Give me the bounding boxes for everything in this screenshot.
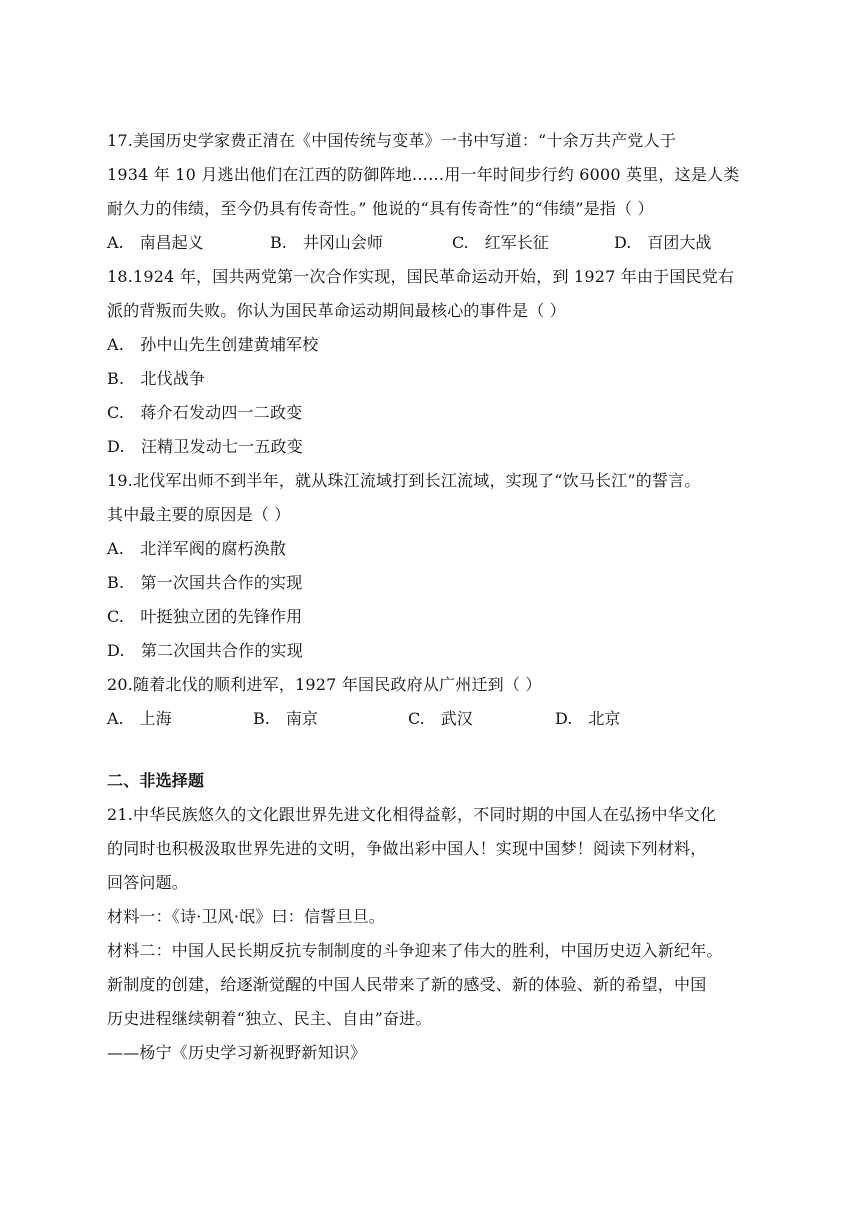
q18-option-d: D. 汪精卫发动七一五政变 [107,437,303,456]
q18-line-2: 派的背叛而失败。你认为国民革命运动期间最核心的事件是（ ） [107,301,566,320]
q19-option-d: D. 第二次国共合作的实现 [107,641,303,660]
q19-line-2: 其中最主要的原因是（ ） [107,505,291,524]
q18-line-1: 18.1924 年，国共两党第一次合作实现，国民革命运动开始，到 1927 年由于国民党右 [107,267,735,286]
q18-option-a: A. 孙中山先生创建黄埔军校 [107,335,319,354]
section-heading: 二、非选择题 [107,771,205,790]
q17-option-b: B. 井冈山会师 [270,233,383,252]
q19-option-a: A. 北洋军阀的腐朽涣散 [107,539,287,558]
q17-option-a: A. 南昌起义 [107,233,204,252]
q20-option-a: A. 上海 [107,709,172,728]
q17-option-c: C. 红军长征 [452,233,549,252]
q17-option-d: D. 百团大战 [614,233,712,252]
q17-line-3: 耐久力的伟绩，至今仍具有传奇性。” 他说的“具有传奇性”的“伟绩”是指（ ） [107,199,654,218]
q18-option-c: C. 蒋介石发动四一二政变 [107,403,303,422]
q19-option-c: C. 叶挺独立团的先锋作用 [107,607,303,626]
q21-line-1: 21.中华民族悠久的文化跟世界先进文化相得益彰，不同时期的中国人在弘扬中华文化 [107,805,717,824]
q20-option-c: C. 武汉 [408,709,473,728]
material-2-source: ——杨宁《历史学习新视野新知识》 [107,1043,367,1062]
q20-option-d: D. 北京 [555,709,621,728]
material-2-line-3: 历史进程继续朝着“独立、民主、自由”奋进。 [107,1009,432,1028]
q17-line-2: 1934 年 10 月逃出他们在江西的防御阵地……用一年时间步行约 6000 英里，这是人类 [107,165,740,184]
material-2-line-2: 新制度的创建，给逐渐觉醒的中国人民带来了新的感受、新的体验、新的希望，中国 [107,975,707,994]
q19-option-b: B. 第一次国共合作的实现 [107,573,303,592]
q21-line-2: 的同时也积极汲取世界先进的文明，争做出彩中国人！实现中国梦！阅读下列材料， [107,839,707,858]
q17-line-1: 17.美国历史学家费正清在《中国传统与变革》一书中写道：“十余万共产党人于 [107,131,677,150]
q21-line-3: 回答问题。 [107,873,189,892]
material-1: 材料一：《诗·卫风·氓》曰：信誓旦旦。 [107,907,385,926]
q20-option-b: B. 南京 [253,709,318,728]
q19-line-1: 19.北伐军出师不到半年，就从珠江流域打到长江流域，实现了“饮马长江”的誓言。 [107,471,701,490]
material-2-line-1: 材料二：中国人民长期反抗专制制度的斗争迎来了伟大的胜利，中国历史迈入新纪年。 [107,941,723,960]
q20-line-1: 20.随着北伐的顺利进军，1927 年国民政府从广州迁到（ ） [107,675,542,694]
q18-option-b: B. 北伐战争 [107,369,206,388]
